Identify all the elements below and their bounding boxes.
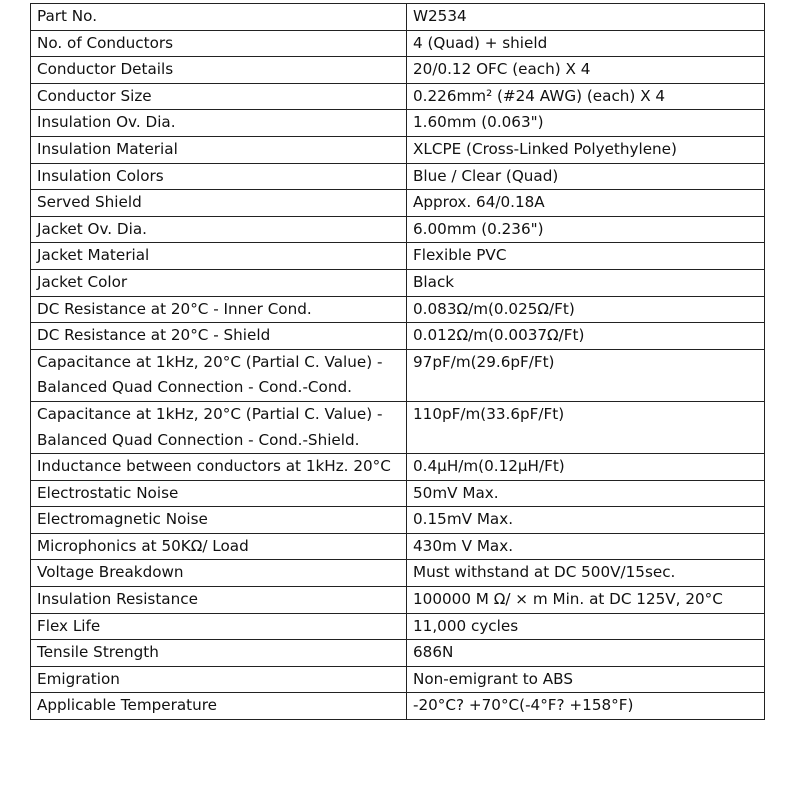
spec-value: 100000 M Ω/ × m Min. at DC 125V, 20°C — [407, 587, 765, 614]
spec-value: 50mV Max. — [407, 480, 765, 507]
spec-value: 11,000 cycles — [407, 613, 765, 640]
table-row — [31, 269, 765, 296]
spec-label: Flex Life — [31, 613, 407, 640]
table-row — [31, 296, 765, 323]
spec-label: Microphonics at 50KΩ/ Load — [31, 533, 407, 560]
table-row — [31, 349, 765, 401]
spec-label: Insulation Colors — [31, 163, 407, 190]
table-row — [31, 560, 765, 587]
spec-label: Electrostatic Noise — [31, 480, 407, 507]
spec-value: 0.012Ω/m(0.0037Ω/Ft) — [407, 323, 765, 350]
spec-value: 97pF/m(29.6pF/Ft) — [407, 349, 765, 401]
table-row — [31, 4, 765, 31]
table-row — [31, 83, 765, 110]
spec-label: Capacitance at 1kHz, 20°C (Partial C. Value) - Balanced Quad Connection - Cond.-Shield. — [31, 401, 407, 453]
spec-value: XLCPE (Cross-Linked Polyethylene) — [407, 136, 765, 163]
spec-value: 0.226mm² (#24 AWG) (each) X 4 — [407, 83, 765, 110]
spec-label: Part No. — [31, 4, 407, 31]
spec-label: Capacitance at 1kHz, 20°C (Partial C. Value) - Balanced Quad Connection - Cond.-Cond. — [31, 349, 407, 401]
spec-value: Must withstand at DC 500V/15sec. — [407, 560, 765, 587]
spec-label: No. of Conductors — [31, 30, 407, 57]
spec-label: DC Resistance at 20°C - Inner Cond. — [31, 296, 407, 323]
spec-value: -20°C? +70°C(-4°F? +158°F) — [407, 693, 765, 720]
spec-value: Flexible PVC — [407, 243, 765, 270]
spec-value: 0.15mV Max. — [407, 507, 765, 534]
spec-label: Electromagnetic Noise — [31, 507, 407, 534]
spec-value: 110pF/m(33.6pF/Ft) — [407, 401, 765, 453]
table-row — [31, 666, 765, 693]
spec-table — [30, 3, 765, 720]
spec-value: Non-emigrant to ABS — [407, 666, 765, 693]
table-row — [31, 243, 765, 270]
table-row — [31, 216, 765, 243]
spec-label: Inductance between conductors at 1kHz. 20°C — [31, 454, 407, 481]
spec-value: Approx. 64/0.18A — [407, 190, 765, 217]
spec-label: Jacket Material — [31, 243, 407, 270]
spec-value: 20/0.12 OFC (each) X 4 — [407, 57, 765, 84]
spec-value: Black — [407, 269, 765, 296]
table-row — [31, 640, 765, 667]
table-row — [31, 30, 765, 57]
spec-label: Voltage Breakdown — [31, 560, 407, 587]
spec-value: 6.00mm (0.236") — [407, 216, 765, 243]
spec-value: 1.60mm (0.063") — [407, 110, 765, 137]
table-row — [31, 613, 765, 640]
table-row — [31, 507, 765, 534]
spec-table-body — [31, 4, 765, 720]
table-row — [31, 533, 765, 560]
spec-value: 430m V Max. — [407, 533, 765, 560]
spec-value: 686N — [407, 640, 765, 667]
spec-value: 4 (Quad) + shield — [407, 30, 765, 57]
spec-label: Applicable Temperature — [31, 693, 407, 720]
spec-label: Conductor Details — [31, 57, 407, 84]
spec-label: Insulation Material — [31, 136, 407, 163]
table-row — [31, 57, 765, 84]
spec-label: Insulation Resistance — [31, 587, 407, 614]
table-row — [31, 110, 765, 137]
spec-value: W2534 — [407, 4, 765, 31]
spec-value: Blue / Clear (Quad) — [407, 163, 765, 190]
table-row — [31, 323, 765, 350]
table-row — [31, 480, 765, 507]
spec-label: Served Shield — [31, 190, 407, 217]
spec-label: DC Resistance at 20°C - Shield — [31, 323, 407, 350]
table-row — [31, 190, 765, 217]
spec-label: Tensile Strength — [31, 640, 407, 667]
table-row — [31, 454, 765, 481]
table-row — [31, 693, 765, 720]
spec-value: 0.4μH/m(0.12μH/Ft) — [407, 454, 765, 481]
table-row — [31, 163, 765, 190]
spec-label: Jacket Ov. Dia. — [31, 216, 407, 243]
table-row — [31, 587, 765, 614]
spec-label: Conductor Size — [31, 83, 407, 110]
table-row — [31, 136, 765, 163]
spec-value: 0.083Ω/m(0.025Ω/Ft) — [407, 296, 765, 323]
table-row — [31, 401, 765, 453]
spec-label: Jacket Color — [31, 269, 407, 296]
spec-label: Emigration — [31, 666, 407, 693]
spec-label: Insulation Ov. Dia. — [31, 110, 407, 137]
